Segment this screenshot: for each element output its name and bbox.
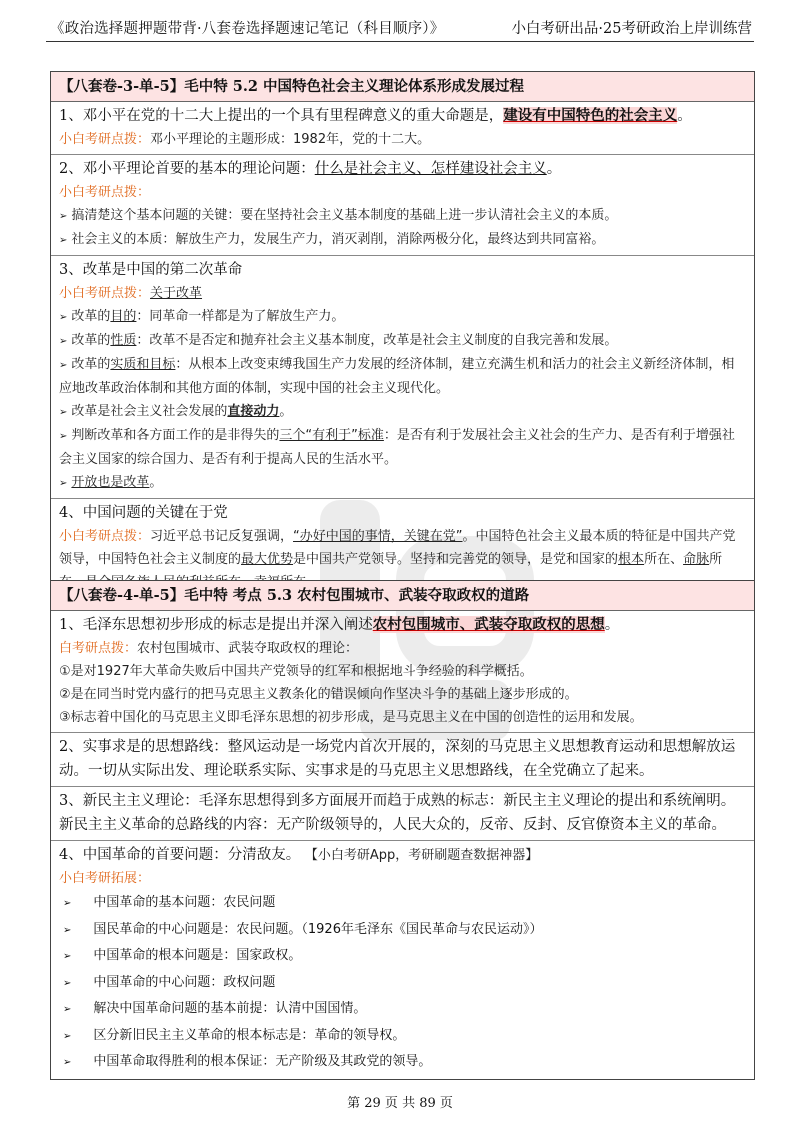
question-text: 4、中国革命的首要问题：分清敌友。 【小白考研App，考研刷题查数据神器】 [59, 847, 539, 863]
tip-bullet: ➢ 搞清楚这个基本问题的关键：要在坚持社会主义基本制度的基础上进一步认清社会主义的本质。 [59, 208, 618, 223]
question-section [51, 155, 754, 256]
extension-item: ➢ 中国革命的根本问题是：国家政权。 [63, 948, 302, 963]
tip-bullet: ➢ 改革是社会主义社会发展的直接动力。 [59, 404, 293, 419]
block-title: 【八套卷-4-单-5】毛中特 考点 5.3 农村包围城市、武装夺取政权的道路 [51, 581, 754, 611]
header-divider [46, 41, 754, 42]
tip-bullet: ➢ 开放也是改革。 [59, 475, 163, 490]
extension-item: ➢ 中国革命的基本问题：农民问题 [63, 895, 276, 910]
question-block-2 [50, 580, 755, 1080]
tip-note: 白考研点拨：农村包围城市、武装夺取政权的理论： [59, 641, 359, 656]
tip-note: 小白考研点拨：关于改革 [59, 286, 203, 301]
extension-label: 小白考研拓展： [59, 871, 151, 886]
tip-item: ③标志着中国化的马克思主义即毛泽东思想的初步形成，是马克思主义在中国的创造性的运用和发展。 [59, 710, 643, 725]
question-block-1 [50, 71, 755, 598]
question-section [51, 256, 754, 499]
question-section [51, 611, 754, 733]
tip-note: 小白考研点拨：邓小平理论的主题形成：1982年，党的十二大。 [59, 132, 431, 147]
header-doc-title: 《政治选择题押题带背·八套卷选择题速记笔记（科目顺序）》 [50, 21, 445, 37]
question-section [51, 787, 754, 841]
tip-bullet: ➢ 改革的目的：同革命一样都是为了解放生产力。 [59, 309, 345, 324]
tip-bullet: ➢ 改革的实质和目标：从根本上改变束缚我国生产力发展的经济体制，建立充满生机和活力的社会主义新经济体制，相应地改革政治体制和其他方面的体制，实现中国的社会主义现代化。 [59, 357, 735, 396]
answer-highlight: 建设有中国特色的社会主义 [503, 107, 678, 124]
tip-item: ①是对1927年大革命失败后中国共产党领导的红军和根据地斗争经验的科学概括。 [59, 664, 533, 679]
tip-bullet: ➢ 判断改革和各方面工作的是非得失的三个“有利于”标准：是否有利于发展社会主义社会的生产力、是否有利于增强社会主义国家的综合国力、是否有利于提高人民的生活水平。 [59, 428, 735, 467]
question-section [51, 733, 754, 787]
tip-note: 小白考研点拨：习近平总书记反复强调，“办好中国的事情，关键在党”。中国特色社会主义最本质的特征是中国共产党领导，中国特色社会主义制度的最大优势是中国共产党领导。坚持和完善党的领导，是党和国家的根本所在、命脉所 [59, 529, 736, 567]
extension-item: ➢ 国民革命的中心问题是：农民问题。（1926年毛泽东《国民革命与农民运动》） [63, 921, 543, 937]
question-text: 2、邓小平理论首要的基本的理论问题：什么是社会主义、怎样建设社会主义。 [59, 161, 562, 177]
tip-bullet: ➢ 社会主义的本质：解放生产力，发展生产力，消灭剥削，消除两极分化，最终达到共同富裕。 [59, 232, 605, 247]
header-publisher: 小白考研出品·25考研政治上岸训练营 [511, 21, 752, 37]
question-text: 1、毛泽东思想初步形成的标志是提出并深入阐述农村包围城市、武装夺取政权的思想。 [59, 616, 620, 633]
question-text: 1、邓小平在党的十二大上提出的一个具有里程碑意义的重大命题是，建设有中国特色的社会主义。 [59, 107, 692, 124]
extension-item: ➢ 区分新旧民主主义革命的根本标志是：革命的领导权。 [63, 1027, 406, 1043]
question-section [51, 841, 754, 1079]
tip-bullet: ➢ 改革的性质：改革不是否定和抛弃社会主义基本制度，改革是社会主义制度的自我完善和发展。 [59, 333, 618, 348]
extension-item: ➢ 中国革命取得胜利的根本保证：无产阶级及其政党的领导。 [63, 1054, 432, 1069]
answer-highlight: 农村包围城市、武装夺取政权的思想 [372, 616, 605, 633]
question-text: 3、新民主主义理论：毛泽东思想得到多方面展开而趋于成熟的标志：新民主主义理论的提出和系统阐明。新民主主义革命的总路线的内容：无产阶级领导的，人民大众的，反帝、反封、反官僚资本主义的革命。 [59, 793, 736, 833]
tip-label: 小白考研点拨： [59, 132, 151, 147]
question-section [51, 102, 754, 155]
extension-item: ➢ 中国革命的中心问题：政权问题 [63, 974, 276, 990]
question-text: 4、中国问题的关键在于党 [59, 505, 228, 521]
page-header [0, 0, 800, 44]
block-title: 【八套卷-3-单-5】毛中特 5.2 中国特色社会主义理论体系形成发展过程 [51, 72, 754, 102]
question-text: 2、实事求是的思想路线：整风运动是一场党内首次开展的，深刻的马克思主义思想教育运动和思想解放运动。一切从实际出发、理论联系实际、实事求是的马克思主义思想路线，在全党确立了起来。 [59, 739, 736, 779]
app-promo: 【小白考研App，考研刷题查数据神器】 [304, 848, 539, 863]
tip-item: ②是在同当时党内盛行的把马克思主义教条化的错误倾向作坚决斗争的基础上逐步形成的。 [59, 687, 578, 702]
question-text: 3、改革是中国的第二次革命 [59, 262, 243, 278]
page-number: 第 29 页 共 89 页 [347, 1096, 453, 1111]
tip-label: 小白考研点拨： [59, 185, 151, 200]
extension-item: ➢ 解决中国革命问题的基本前提：认清中国国情。 [63, 1001, 367, 1016]
